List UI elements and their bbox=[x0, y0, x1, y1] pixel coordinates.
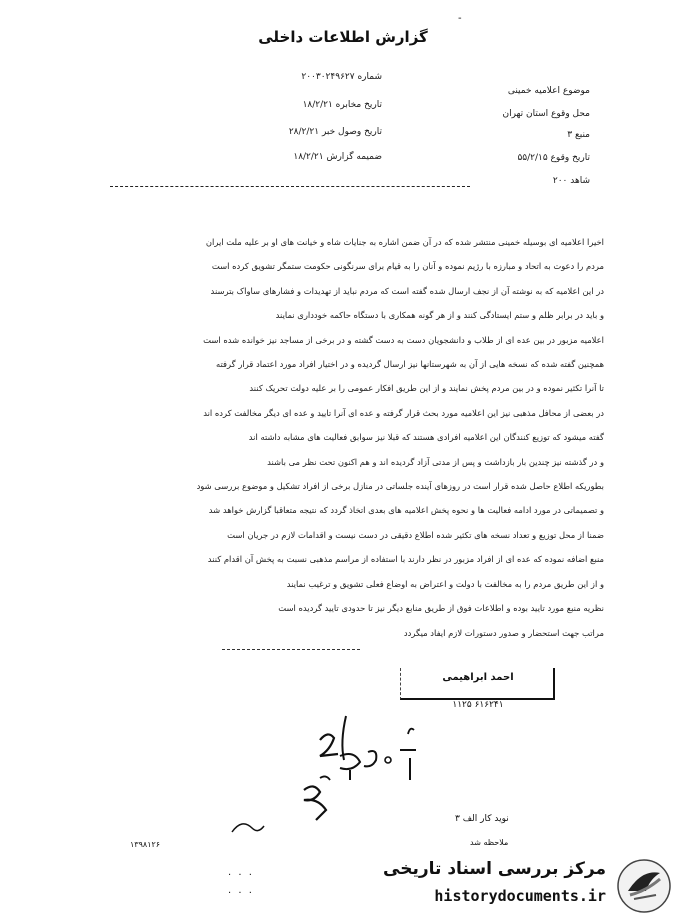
handwritten-annotation bbox=[290, 712, 450, 822]
header-event-date: تاریخ وقوع ۵۵/۲/۱۵ bbox=[517, 153, 590, 163]
report-body bbox=[96, 230, 604, 645]
history-center-logo-icon bbox=[614, 857, 674, 915]
document-title: گزارش اطلاعات داخلی bbox=[258, 28, 428, 46]
body-line: مردم را دعوت به اتحاد و مبارزه با رژیم نموده و آنان را به قیام برای سرنگونی حکومت ستمگر تشویق کرده است bbox=[211, 261, 604, 272]
signature-sub: ملاحظه شد bbox=[470, 838, 509, 847]
header-source: منبع ۳ bbox=[567, 130, 590, 140]
header-location: محل وقوع استان تهران bbox=[502, 109, 590, 119]
small-handwriting-mark bbox=[228, 812, 268, 842]
signature-label: نوید کار الف ۳ bbox=[455, 814, 509, 824]
header-witness: شاهد ۲۰۰ bbox=[552, 176, 590, 186]
body-line: بطوریکه اطلاع حاصل شده قرار است در روزهای آینده جلساتی در منازل برخی از افراد تشکیل و موضوع بررسی شود bbox=[196, 481, 604, 492]
bottom-dots: · · · bbox=[228, 870, 254, 881]
body-line: در بعضی از محافل مذهبی نیز این اعلامیه مورد بحث قرار گرفته و عده ای آنرا تایید و عده ای دیگر مخالفت کرده اند bbox=[203, 407, 604, 418]
body-line: نظریه منبع مورد تایید بوده و اطلاعات فوق از طریق منابع دیگر نیز تا حدودی تایید گردیده است bbox=[278, 603, 604, 614]
body-line: و باید در برابر ظلم و ستم ایستادگی کنند و از هر گونه همکاری با دستگاه حاکمه خودداری نمایند bbox=[275, 310, 604, 321]
source-number: ۱۱۲۵ ۶۱۶۲۴۱ bbox=[452, 700, 504, 710]
body-line: منبع اضافه نموده که عده ای از افراد مزبور در نظر دارند با استفاده از مراسم مذهبی نسبت به پخش آن اقدام کنند bbox=[207, 554, 604, 565]
header-separator bbox=[110, 186, 470, 187]
body-line: همچنین گفته شده که نسخه هایی از آن به شهرستانها نیز ارسال گردیده و در اختیار افراد مورد اعتماد قرار گرفته bbox=[216, 359, 604, 370]
watermark-title: مرکز بررسی اسناد تاریخی bbox=[383, 859, 606, 879]
header-receipt-date: تاریخ وصول خبر ۲۸/۲/۲۱ bbox=[288, 127, 382, 137]
source-name: احمد ابراهیمی bbox=[442, 672, 514, 683]
body-line: و تصمیماتی در مورد ادامه فعالیت ها و نحوه پخش اعلامیه های بعدی اتخاذ گردد که نتیجه متعاقبا گزارش خواهد شد bbox=[208, 505, 604, 516]
watermark-url: historydocuments.ir bbox=[434, 887, 606, 905]
header-number: شماره ۲۰۰۳۰۲۴۹۶۲۷ bbox=[301, 72, 382, 82]
bottom-dots: · · · bbox=[228, 888, 254, 899]
body-line: گفته میشود که توزیع کنندگان این اعلامیه افرادی هستند که قبلا نیز سوابق فعالیت های مشابه داشته اند bbox=[248, 432, 604, 443]
body-line: تا آنرا تکثیر نموده و در بین مردم پخش نمایند و از این طریق افکار عمومی را بر علیه دولت تحریک کنند bbox=[249, 383, 604, 394]
top-mark: - bbox=[458, 13, 462, 24]
body-line: اعلامیه مزبور در بین عده ای از طلاب و دانشجویان دست به دست گشته و در برخی از مساجد نیز خوانده شده است bbox=[203, 334, 604, 345]
body-line: در این اعلامیه که به نوشته آن از نجف ارسال شده گفته است که مردم نباید از تهدیدات و فشارهای ساواک بترسند bbox=[210, 285, 604, 296]
archive-watermark bbox=[383, 855, 678, 915]
body-line: مراتب جهت استحضار و صدور دستورات لازم ایفاد میگردد bbox=[403, 627, 604, 638]
header-attachment-date: ضمیمه گزارش ۱۸/۲/۲۱ bbox=[293, 152, 382, 162]
header-subject: موضوع اعلامیه خمینی bbox=[507, 86, 590, 96]
header-transmit-date: تاریخ مخابره ۱۸/۲/۲۱ bbox=[302, 100, 382, 110]
body-line: ضمنا از محل توزیع و تعداد نسخه های تکثیر شده اطلاع دقیقی در دست نیست و اقدامات لازم در جریان است bbox=[227, 529, 604, 540]
closing-dash-line bbox=[222, 649, 360, 650]
body-line: اخیرا اعلامیه ای بوسیله خمینی منتشر شده که در آن ضمن اشاره به جنایات شاه و خیانت های او بر علیه ملت ایران bbox=[205, 237, 604, 247]
body-line: و در گذشته نیز چندین بار بازداشت و پس از مدتی آزاد گردیده اند و هم اکنون تحت نظر می باشند bbox=[267, 456, 604, 467]
left-reference-number: ۱۳۹۸۱۲۶ bbox=[130, 840, 161, 849]
body-line: و از این طریق مردم را به مخالفت با دولت و اعتراض به اوضاع فعلی تشویق و ترغیب نمایند bbox=[286, 578, 604, 589]
